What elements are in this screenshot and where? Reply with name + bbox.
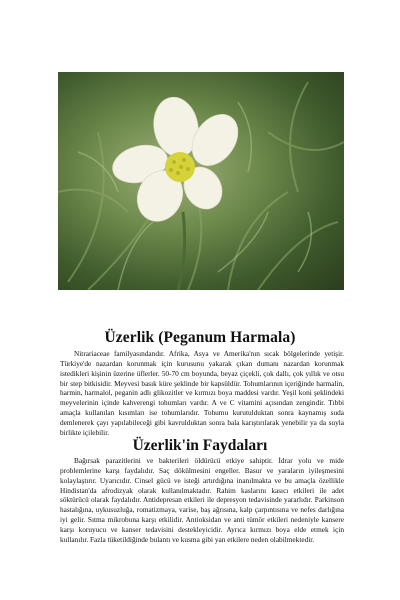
intro-paragraph: Nitrariaceae familyasındandır. Afrika, Asya ve Amerika'nın sıcak bölgelerinde yetişir. Türkiye'de nazardan korunmak için kurusunu yakarak çıkan dumanı nazardan korunmak istedikleri kişinin üzerine üflerler. 50-70 cm boyunda, beyaz çiçekli, çok dallı, çok yıllık ve otsu bir step bitkisidir. Meyvesi basık küre şeklinde bir kapsüldür. Tohumlarının içeriğinde harmalin, harmin, harmalol, peganin adlı glikozitler ve kırmızı boya maddesi vardır. Yeşil koni şeklindeki meyvelerinin içinde kahverengi tohumları vardır. A ve C vitamini açısından zengindir. Tıbbi amaçla kullanılan kısımları ise tohumlarıdır. Tohumu kurutulduktan sonra kaynamış suda demlenerek çayı yapılabileceği gibi kavrulduktan sonra bala karıştırılarak yenebilir ya da suyla birlikte içilebilir. [60, 349, 344, 437]
benefits-paragraph: Bağırsak parazitlerini ve bakterileri öldürücü etkiye sahiptir. İdrar yolu ve mide problemlerine karşı faydalıdır. Saç dökülmesini engeller. Basur ve yaraların iyileşmesini kolaylaştırır. Uyarıcıdır. Cinsel gücü ve isteği artırdığına inanılmakta ve bu amaçla özellikle Hindistan'da afrodizyak olarak kullanılmaktadır. Rahim kaslarını kasıcı etkileri ile adet söktürücü olarak faydalıdır. Antidepresan etkileri ile depresyon tedavisinde yararlıdır. Parkinson hastalığına, uykusuzluğa, romatizmaya, varise, baş ağrısına, kalp çarpıntısına ve nefes darlığına iyi gelir. Sıtma mikrobuna karşı etkilidir. Antioksidan ve anti tümör etkileri nedeniyle kansere karşı koruyucu ve kanser tedavisini destekleyicidir. Ayrıca kırmızı boya elde etmek için kullanılır. Fazla tüketildiğinde bulantı ve kusma gibi yan etkilere neden olabilmektedir. [60, 456, 344, 544]
peganum-harmala-photo [58, 72, 344, 290]
flower-illustration [58, 72, 344, 290]
page-title: Üzerlik (Peganum Harmala) [104, 329, 296, 346]
benefits-heading: Üzerlik'in Faydaları [132, 437, 268, 454]
